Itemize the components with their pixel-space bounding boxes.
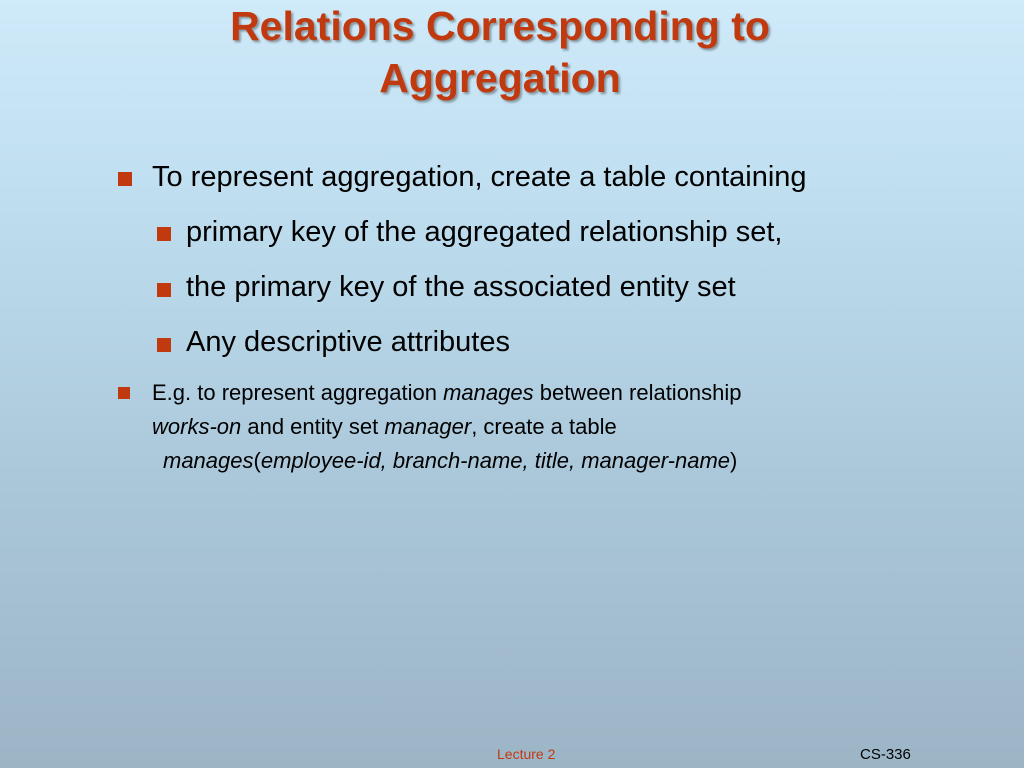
footer-lecture-label: Lecture 2 [497, 746, 556, 762]
bullet-2-line-2 [152, 410, 617, 444]
bullet-2-text-a: E.g. to represent aggregation [152, 380, 444, 405]
bullet-2-text-c: and entity set [241, 414, 385, 439]
bullet-1-text: To represent aggregation, create a table containing [152, 161, 807, 193]
bullet-square-icon [157, 283, 171, 297]
bullet-2-manages-schema-italic: manages [163, 448, 254, 473]
bullet-2-line-1 [152, 376, 742, 410]
slide-title-line-2: Aggregation [379, 55, 621, 101]
slide-title-line-1: Relations Corresponding to [230, 3, 770, 49]
slide-title [0, 0, 1000, 104]
bullet-1-sub-2-text: the primary key of the associated entity set [186, 271, 736, 303]
bullet-2-manages-italic: manages [443, 380, 534, 405]
bullet-2-close-paren: ) [730, 448, 738, 473]
bullet-2-open-paren: ( [253, 448, 261, 473]
bullet-2-manager-italic: manager [384, 414, 472, 439]
bullet-square-icon [118, 172, 132, 186]
bullet-2-text-b: between relationship [533, 380, 742, 405]
bullet-2-attributes-italic: employee-id, branch-name, title, manager-name [260, 448, 731, 473]
bullet-square-icon [118, 387, 130, 399]
bullet-2-works-on-italic: works-on [152, 414, 242, 439]
footer-course-label: CS-336 [860, 746, 911, 763]
bullet-2-line-3 [163, 444, 737, 478]
bullet-1-sub-1-text: primary key of the aggregated relationship set, [186, 216, 783, 248]
bullet-1-sub-3-text: Any descriptive attributes [186, 326, 510, 358]
bullet-square-icon [157, 338, 171, 352]
bullet-2-text-d: , create a table [471, 414, 617, 439]
bullet-square-icon [157, 227, 171, 241]
